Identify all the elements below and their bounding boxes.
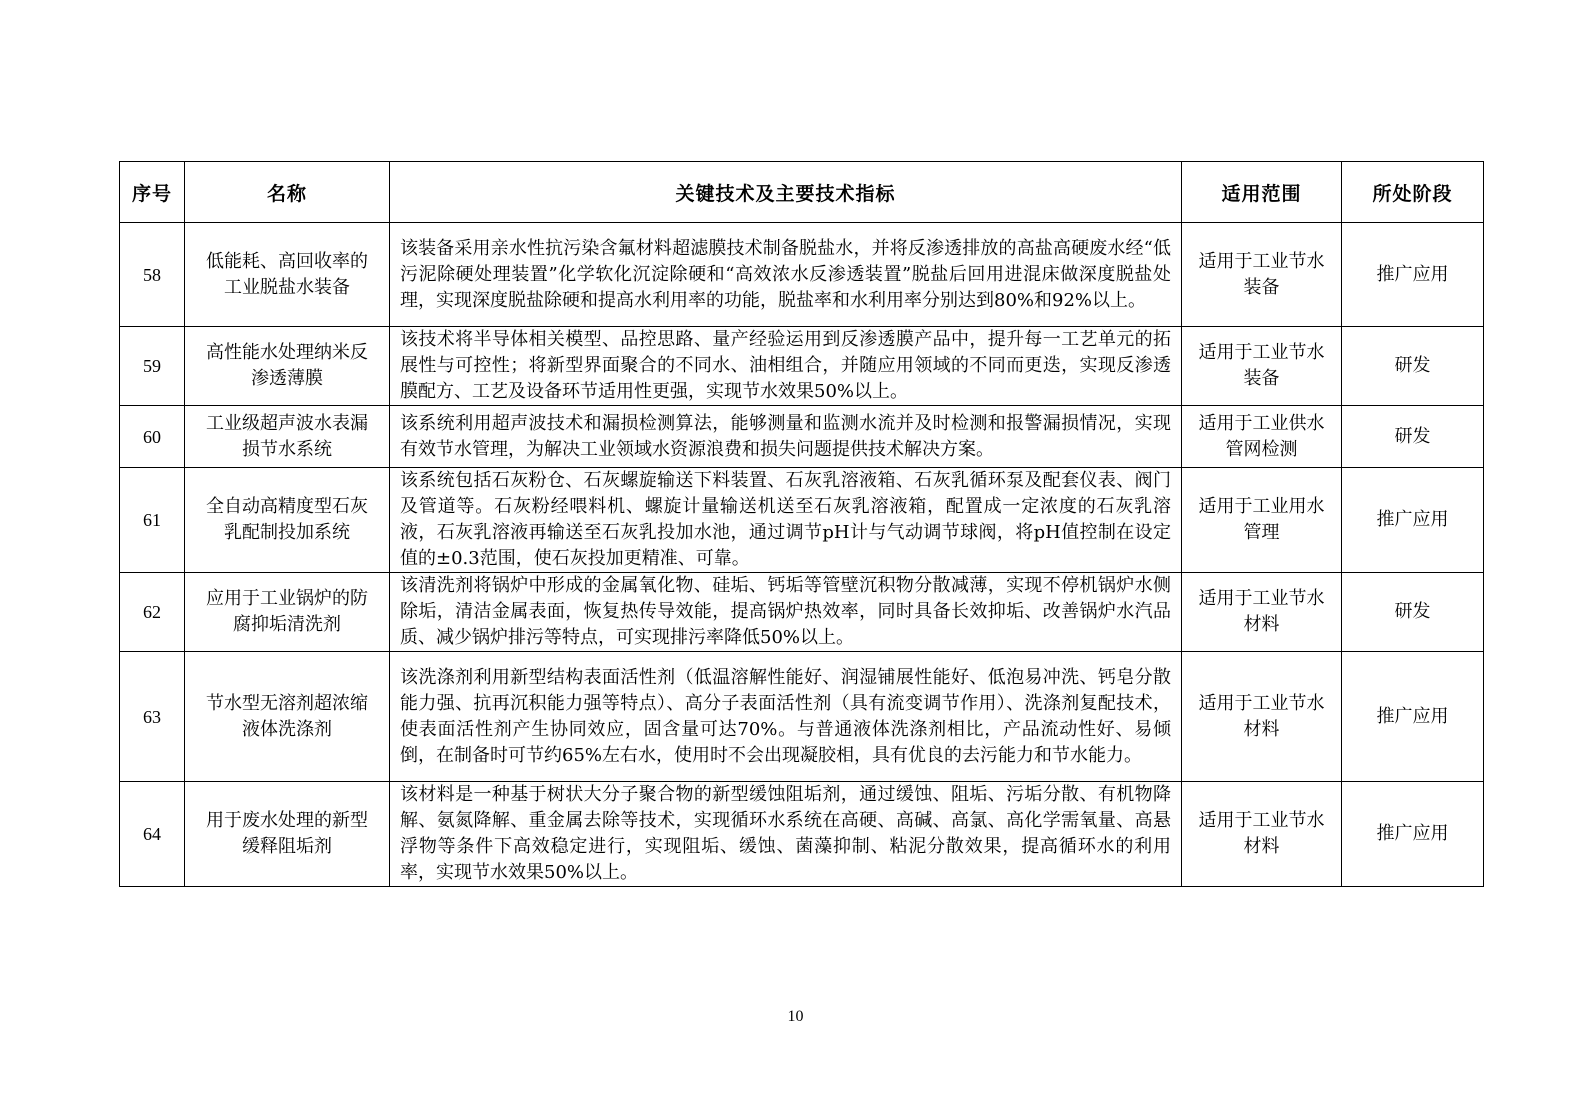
header-serial-number: 序号: [120, 162, 185, 223]
page-number: 10: [787, 1008, 804, 1025]
table-row: [120, 327, 1484, 406]
row-stage: 研发: [1342, 573, 1484, 652]
table-row: [120, 652, 1484, 782]
row-stage: 推广应用: [1342, 468, 1484, 573]
row-name: 应用于工业锅炉的防腐抑垢清洗剂: [185, 573, 390, 652]
table-row: [120, 573, 1484, 652]
row-scope: 适用于工业节水材料: [1182, 782, 1342, 887]
table-row: [120, 468, 1484, 573]
table-header-row: [120, 162, 1484, 223]
header-key-technology: 关键技术及主要技术指标: [390, 162, 1182, 223]
row-serial-number: 64: [120, 782, 185, 887]
row-scope: 适用于工业节水装备: [1182, 327, 1342, 406]
header-stage: 所处阶段: [1342, 162, 1484, 223]
technology-table: [119, 161, 1484, 887]
row-stage: 研发: [1342, 406, 1484, 468]
row-description: 该材料是一种基于树状大分子聚合物的新型缓蚀阻垢剂，通过缓蚀、阻垢、污垢分散、有机物降解、氨氮降解、重金属去除等技术，实现循环水系统在高硬、高碱、高氯、高化学需氧量、高悬浮物等条件下高效稳定进行，实现阻垢、缓蚀、菌藻抑制、粘泥分散效果，提高循环水的利用率，实现节水效果50%以上。: [390, 782, 1182, 887]
row-stage: 推广应用: [1342, 223, 1484, 327]
row-serial-number: 59: [120, 327, 185, 406]
row-stage: 研发: [1342, 327, 1484, 406]
row-name: 节水型无溶剂超浓缩液体洗涤剂: [185, 652, 390, 782]
row-scope: 适用于工业用水管理: [1182, 468, 1342, 573]
row-name: 全自动高精度型石灰乳配制投加系统: [185, 468, 390, 573]
row-serial-number: 58: [120, 223, 185, 327]
row-scope: 适用于工业节水装备: [1182, 223, 1342, 327]
row-serial-number: 61: [120, 468, 185, 573]
row-description: 该系统包括石灰粉仓、石灰螺旋输送下料装置、石灰乳溶液箱、石灰乳循环泵及配套仪表、阀门及管道等。石灰粉经喂料机、螺旋计量输送机送至石灰乳溶液箱，配置成一定浓度的石灰乳溶液，石灰乳溶液再输送至石灰乳投加水池，通过调节pH计与气动调节球阀，将pH值控制在设定值的±0.3范围，使石灰投加更精准、可靠。: [390, 468, 1182, 573]
table-row: [120, 406, 1484, 468]
row-name: 工业级超声波水表漏损节水系统: [185, 406, 390, 468]
row-description: 该系统利用超声波技术和漏损检测算法，能够测量和监测水流并及时检测和报警漏损情况，实现有效节水管理，为解决工业领域水资源浪费和损失问题提供技术解决方案。: [390, 406, 1182, 468]
row-scope: 适用于工业节水材料: [1182, 573, 1342, 652]
row-serial-number: 63: [120, 652, 185, 782]
row-serial-number: 60: [120, 406, 185, 468]
row-stage: 推广应用: [1342, 652, 1484, 782]
row-scope: 适用于工业节水材料: [1182, 652, 1342, 782]
row-description: 该技术将半导体相关模型、品控思路、量产经验运用到反渗透膜产品中，提升每一工艺单元的拓展性与可控性；将新型界面聚合的不同水、油相组合，并随应用领域的不同而更迭，实现反渗透膜配方、工艺及设备环节适用性更强，实现节水效果50%以上。: [390, 327, 1182, 406]
row-name: 高性能水处理纳米反渗透薄膜: [185, 327, 390, 406]
row-serial-number: 62: [120, 573, 185, 652]
table-row: [120, 782, 1484, 887]
header-name: 名称: [185, 162, 390, 223]
row-name: 用于废水处理的新型缓释阻垢剂: [185, 782, 390, 887]
row-name: 低能耗、高回收率的工业脱盐水装备: [185, 223, 390, 327]
row-description: 该装备采用亲水性抗污染含氟材料超滤膜技术制备脱盐水，并将反渗透排放的高盐高硬废水经“低污泥除硬处理装置”化学软化沉淀除硬和“高效浓水反渗透装置”脱盐后回用进混床做深度脱盐处理，实现深度脱盐除硬和提高水利用率的功能，脱盐率和水利用率分别达到80%和92%以上。: [390, 223, 1182, 327]
row-description: 该洗涤剂利用新型结构表面活性剂（低温溶解性能好、润湿铺展性能好、低泡易冲洗、钙皂分散能力强、抗再沉积能力强等特点）、高分子表面活性剂（具有流变调节作用）、洗涤剂复配技术，使表面活性剂产生协同效应，固含量可达70%。与普通液体洗涤剂相比，产品流动性好、易倾倒，在制备时可节约65%左右水，使用时不会出现凝胶相，具有优良的去污能力和节水能力。: [390, 652, 1182, 782]
table-row: [120, 223, 1484, 327]
header-scope: 适用范围: [1182, 162, 1342, 223]
row-scope: 适用于工业供水管网检测: [1182, 406, 1342, 468]
row-description: 该清洗剂将锅炉中形成的金属氧化物、硅垢、钙垢等管壁沉积物分散减薄，实现不停机锅炉水侧除垢，清洁金属表面，恢复热传导效能，提高锅炉热效率，同时具备长效抑垢、改善锅炉水汽品质、减少锅炉排污等特点，可实现排污率降低50%以上。: [390, 573, 1182, 652]
row-stage: 推广应用: [1342, 782, 1484, 887]
